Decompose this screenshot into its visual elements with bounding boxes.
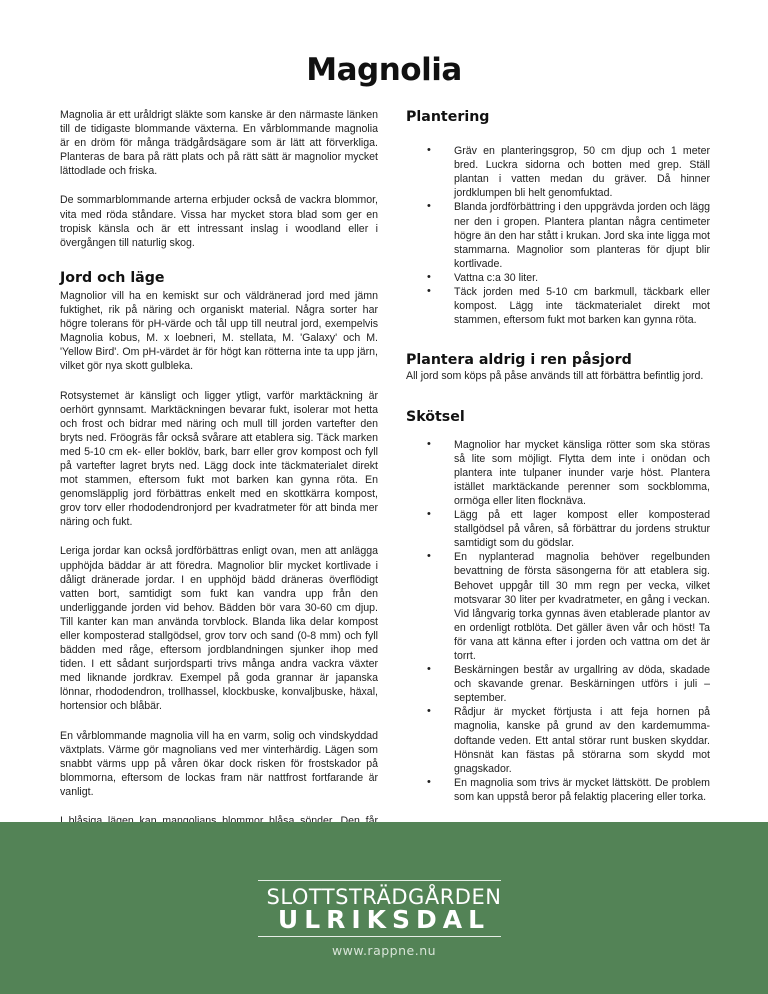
jord-paragraph: Leriga jordar kan också jordförbättras enligt ovan, men att anlägga upphöjda bäddar är att föredra. Magnolior blir mycket kortlivade i dåligt dränerade jordar. I en upphöjd bädd dräneras överflödigt vatten bort, samtidigt som fukt kan vandra upp från den underliggande jorden vid behov. Bädden bör vara 30-60 cm djup. Till kanter kan man använda torvblock. Blanda lika delar kompost eller komposterad stallgödsel, grov torv och sand (0-8 mm) och fyll bädden med råge, eftersom jordblandningen sjunker ihop med tiden. I ett sådant surjordsparti trivs många andra vackra växter med liknande jordkrav. Exempel på goda grannar är japanska lönnar, rhododendron, trollhassel, klockbuske, konvaljbuske, häxal, hortensior och blåbär. xyxy=(60,545,378,713)
list-item: • Lägg på ett lager kompost eller komposterad stallgödsel på våren, så förbättrar du jordens struktur samtidigt som du gödslar. xyxy=(427,508,710,550)
bullet-icon: • xyxy=(427,437,431,450)
intro-paragraph: Magnolia är ett uråldrigt släkte som kanske är den närmaste länken till de tidigaste blommande växterna. En vårblommande magnolia är en dröm för många trädgårdsägare som är lätt att förverkliga. Planteras de bara på rätt plats och på rätt sätt är magnolior mycket lättodlade och friska. xyxy=(60,109,378,178)
list-item: • En magnolia som trivs är mycket lättskött. De problem som kan uppstå beror på felaktig placering eller torka. xyxy=(427,775,710,803)
list-item: • Magnolior har mycket känsliga rötter som ska störas så lite som möjligt. Flytta dem inte i onödan och plantera inte tulpaner inunder varje höst. Plantera istället marktäckande perenner som sockblomma, ormöga eller liten flocknäva. xyxy=(427,437,710,507)
brand-divider xyxy=(258,880,501,881)
list-item: • Blanda jordförbättring i den uppgrävda jorden och lägg ner den i gropen. Plantera plantan några centimeter högre än den har stått i krukan. Jord ska inte ligga mot stammarna. Magnolior som planteras för djupt blir kortlivade. xyxy=(427,200,710,270)
list-item: • Rådjur är mycket förtjusta i att feja hornen på magnolia, kanske på grund av den kardemumma-doftande veden. Ett antal störar runt busken skyddar. Hönsnät kan fästas på störarna som skydd mot gnagskador. xyxy=(427,705,710,775)
section-heading-skotsel: Skötsel xyxy=(406,408,465,425)
bullet-icon: • xyxy=(427,144,431,157)
brand-divider xyxy=(258,936,501,937)
website-link[interactable]: www.rappne.nu xyxy=(331,943,437,958)
section-heading-plantering: Plantering xyxy=(406,109,490,125)
brand-name-bottom: ULRIKSDAL xyxy=(277,905,491,934)
bullet-icon: • xyxy=(427,270,431,283)
jord-paragraph: Rotsystemet är känsligt och ligger ytligt, varför marktäckning är oerhört gynnsamt. Marktäckningen bevarar fukt, isolerar mot hetta och frost och bidrar med näring och mull till jorden vartefter den bryts ned. Fröogräs får också svårare att etablera sig. Täck marken med 5-10 cm ek- eller boklöv, bark, barr eller grov kompost och fyll på vartefter lagret bryts ned. Lägg dock inte täckmaterialet direkt mot stammen, eftersom fukt mot barken kan gynna röta. En genomsläpplig jord förbättras enkelt med en skottkärra kompost, grov torv eller rhododendronjord per kvadratmeter för att binda mer näring och fukt. xyxy=(60,389,378,529)
intro-paragraph: De sommarblommande arterna erbjuder också de vackra blommor, vita med röda ståndare. Vissa har mycket stora blad som ger en tropisk känsla och är ett intressant inslag i woodland eller i övergången till naturlig skog. xyxy=(60,194,378,249)
right-column xyxy=(406,110,710,804)
bullet-icon: • xyxy=(427,285,431,298)
list-item: • En nyplanterad magnolia behöver regelbunden bevattning de första säsongerna för att etablera sig. Behovet uppgår till 30 mm regn per vecka, vilket motsvarar 30 liter per kvadratmeter, en gång i veckan. Vid långvarig torka gynnas även etablerade plantor av en ordenligt rotblöta. Det gäller även vår och höst! Ta för vana att känna efter i jorden och vattna om det är torrt. xyxy=(427,550,710,662)
list-item: • Gräv en planteringsgrop, 50 cm djup och 1 meter bred. Luckra sidorna och botten med grep. Ställ plantan i vatten medan du gräver. Då hinner jordklumpen bli helt genomfuktad. xyxy=(427,144,710,200)
jord-paragraph: Magnolior vill ha en kemiskt sur och väldränerad jord med jämn fuktighet, rik på näring och organiskt material. Några sorter har högre tolerans för pH-värde och tål upp till neutral jord, exempelvis Magnolia kobus, M. x loebneri, M. stellata, M. 'Galaxy' och M. 'Yellow Bird'. Om pH-värdet är för högt kan rötterna inte ta upp järn, vilket gör nya skott gulbleka. xyxy=(60,289,378,373)
bullet-icon: • xyxy=(427,550,431,563)
plantering-list xyxy=(406,144,710,327)
skotsel-list xyxy=(406,438,710,804)
pase-paragraph: All jord som köps på påse används till att förbättra befintlig jord. xyxy=(406,370,704,383)
bullet-icon: • xyxy=(427,508,431,521)
left-column xyxy=(60,108,378,885)
jord-paragraph: En vårblommande magnolia vill ha en varm, solig och vindskyddad växtplats. Värme gör magnolians ved mer vinterhärdig. Lägen som snabbt värms upp på våren ökar dock risken för frostskador på blommorna, eftersom de lockas fram när nattfrost fortfarande är vanligt. xyxy=(60,729,378,798)
bullet-icon: • xyxy=(427,663,431,676)
bullet-icon: • xyxy=(427,200,431,213)
bullet-icon: • xyxy=(427,705,431,718)
section-heading-jord: Jord och läge xyxy=(60,269,165,286)
list-item: • Vattna c:a 30 liter. xyxy=(427,270,539,284)
bullet-icon: • xyxy=(427,775,431,788)
list-item: • Beskärningen består av urgallring av döda, skadade och skavande grenar. Beskärningen utförs i juli – september. xyxy=(427,663,710,705)
page-title: Magnolia xyxy=(306,52,462,88)
list-item: • Täck jorden med 5-10 cm barkmull, täckbark eller kompost. Lägg inte täckmaterialet direkt mot stammen, eftersom fukt mot barken kan gynna röta. xyxy=(427,285,710,327)
footer-banner xyxy=(0,822,768,994)
brand-name-top: SLOTTSTRÄDGÅRDEN xyxy=(266,885,502,909)
section-heading-pase: Plantera aldrig i ren påsjord xyxy=(406,352,632,369)
